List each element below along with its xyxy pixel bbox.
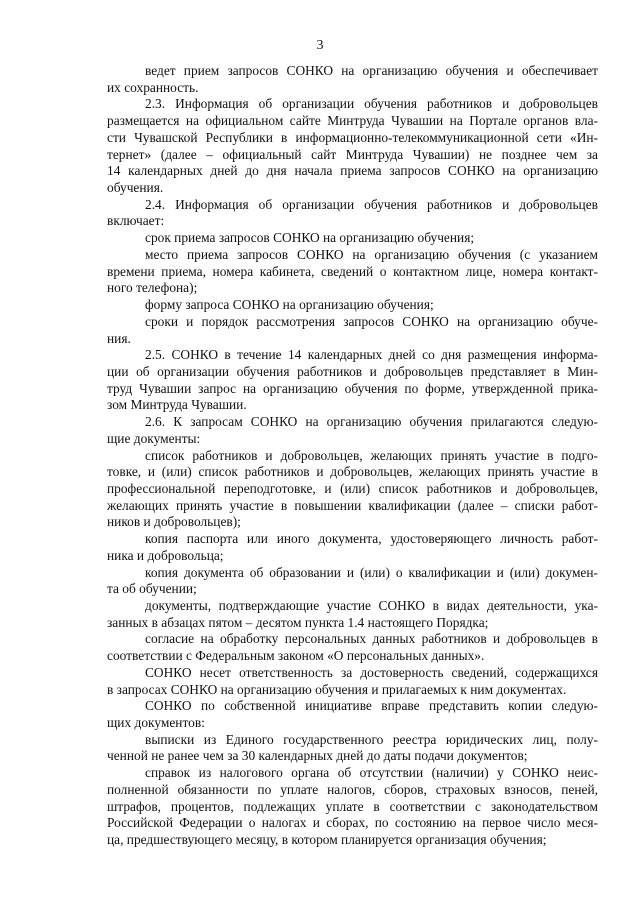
text-line: товке, и (или) список работников и добровольцев, желающих принять участие в: [107, 464, 598, 480]
text-line: ца, предшествующего месяцу, в котором планируется организация обучения;: [107, 832, 547, 848]
text-line: ника и добровольца;: [107, 547, 224, 563]
text-line: щие документы:: [107, 430, 201, 446]
text-line: место приема запросов СОНКО на организацию обучения (с указанием: [145, 246, 598, 262]
text-line: СОНКО по собственной инициативе вправе представить копии следую-: [145, 698, 598, 714]
text-line: обучения.: [107, 180, 164, 196]
text-line: копия документа об образовании и (или) о квалификации и (или) докумен-: [145, 564, 598, 580]
text-line: ведет прием запросов СОНКО на организацию обучения и обеспечивает: [145, 63, 598, 78]
text-line: список работников и добровольцев, желающих принять участие в подго-: [145, 447, 598, 463]
text-line: профессиональной переподготовке, и (или) список работников и добровольцев,: [107, 480, 598, 496]
text-line: документы, подтверждающие участие СОНКО в видах деятельности, ука-: [145, 598, 598, 613]
text-line: ции об организации обучения работников и добровольцев представляет в Мин-: [107, 363, 598, 379]
text-line: СОНКО несет ответственность за достоверность сведений, содержащихся: [145, 664, 598, 680]
text-line: выписки из Единого государственного реестра юридических лиц, полу-: [145, 731, 598, 747]
text-line: размещается на официальном сайте Минтруда Чувашии на Портале органов вла-: [107, 113, 598, 129]
text-line: соответствии с Федеральным законом «О персональных данных».: [107, 648, 485, 664]
text-line: занных в абзацах пятом – десятом пункта 1.4 настоящего Порядка;: [107, 614, 489, 630]
text-line: согласие на обработку персональных данных работников и добровольцев в: [145, 631, 598, 647]
text-line: полненной обязанности по уплате налогов, сборов, страховых взносов, пеней,: [107, 781, 598, 797]
text-line: зом Минтруда Чувашии.: [107, 397, 247, 413]
document-body: [107, 63, 598, 849]
text-line: Российской Федерации о налогах и сборах, по состоянию на первое число меся-: [107, 815, 598, 831]
text-line: желающих принять участие в повышении квалификации (далее – списки работ-: [107, 497, 598, 513]
text-line: сроки и порядок рассмотрения запросов СОНКО на организацию обуче-: [145, 313, 598, 329]
text-line: сти Чувашской Республики в информационно-телекоммуникационной сети «Ин-: [107, 129, 598, 145]
text-line: времени приема, номера кабинета, сведений о контактном лице, номера контакт-: [107, 263, 598, 279]
text-line: 2.6. К запросам СОНКО на организацию обучения прилагаются следую-: [145, 414, 598, 430]
text-line: 2.4. Информация об организации обучения работников и добровольцев: [145, 196, 598, 212]
text-line: копия паспорта или иного документа, удостоверяющего личность работ-: [145, 531, 598, 547]
text-line: форму запроса СОНКО на организацию обучения;: [145, 297, 434, 313]
text-line: срок приема запросов СОНКО на организацию обучения;: [145, 230, 475, 246]
page-number: 3: [316, 38, 324, 53]
text-line: ников и добровольцев);: [107, 514, 241, 530]
text-line: штрафов, процентов, подлежащих уплате в соответствии с законодательством: [107, 798, 598, 814]
text-line: 2.3. Информация об организации обучения работников и добровольцев: [145, 96, 598, 112]
text-line: справок из налогового органа об отсутствии (наличии) у СОНКО неис-: [145, 765, 598, 781]
text-line: 2.5. СОНКО в течение 14 календарных дней со дня размещения информа-: [145, 347, 598, 363]
text-line: та об обучении;: [107, 581, 197, 597]
text-line: включает:: [107, 213, 165, 229]
text-line: ния.: [107, 330, 131, 346]
text-line: труд Чувашии запрос на организацию обучения по форме, утвержденной прика-: [107, 380, 598, 396]
text-line: ного телефона);: [107, 280, 198, 296]
text-line: щих документов:: [107, 715, 205, 731]
text-line: их сохранность.: [107, 79, 199, 95]
text-line: 14 календарных дней до дня начала приема запросов СОНКО на организацию: [107, 163, 598, 179]
text-line: ченной не ранее чем за 30 календарных дней до даты подачи документов;: [107, 748, 528, 764]
text-line: в запросах СОНКО на организацию обучения и прилагаемых к ним документах.: [107, 681, 567, 697]
text-line: тернет» (далее – официальный сайт Минтруда Чувашии) не позднее чем за: [107, 146, 598, 162]
